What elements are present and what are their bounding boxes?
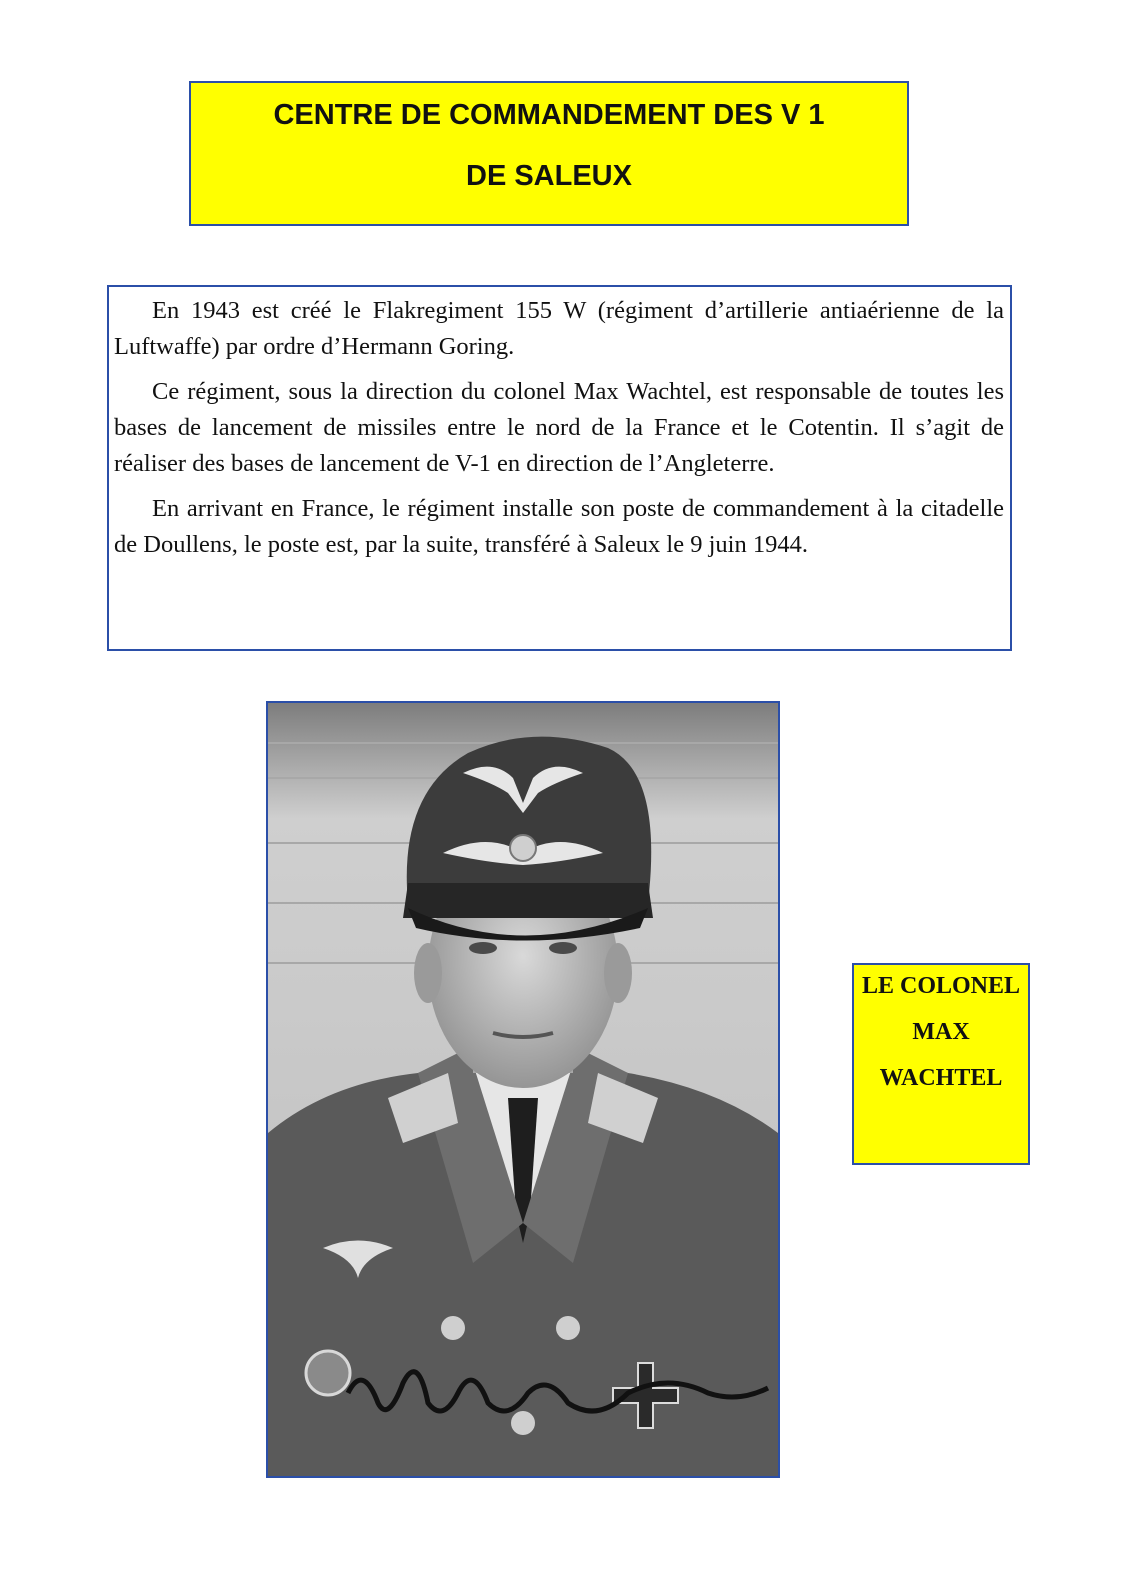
caption-line-1: LE COLONEL <box>861 973 1021 999</box>
paragraph-3: En arrivant en France, le régiment installe son poste de commandement à la citadelle de Doullens, le poste est, par la suite, transféré à Saleux le 9 juin 1944. <box>114 495 1004 558</box>
caption-box <box>852 963 1030 1165</box>
title-box <box>189 81 909 226</box>
paragraph-2: Ce régiment, sous la direction du colonel Max Wachtel, est responsable de toutes les bases de lancement de missiles entre le nord de la France et le Cotentin. Il s’agit de réaliser des bases de lancement de V-1 en direction de l’Angleterre. <box>114 378 1004 477</box>
body-text-box <box>107 285 1012 651</box>
title-line-2: DE SALEUX <box>466 160 632 192</box>
title-line-1: CENTRE DE COMMANDEMENT DES V 1 <box>273 99 825 131</box>
caption-line-3: WACHTEL <box>879 1065 1003 1091</box>
caption-line-2: MAX <box>912 1019 970 1045</box>
portrait-photo-icon <box>268 703 778 1476</box>
paragraph-1: En 1943 est créé le Flakregiment 155 W (régiment d’artillerie antiaérienne de la Luftwaffe) par ordre d’Hermann Goring. <box>114 297 1004 360</box>
portrait-photo <box>266 701 780 1478</box>
